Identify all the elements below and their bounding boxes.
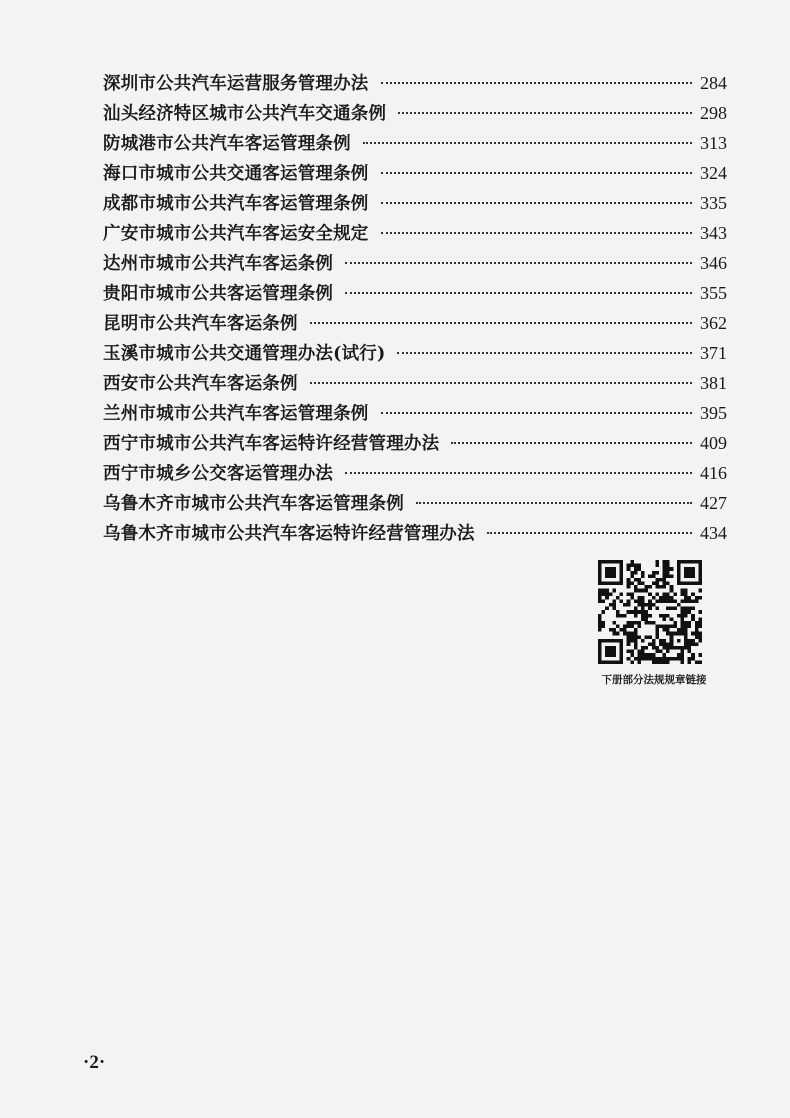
toc-entry-page: 409 [700, 433, 727, 453]
toc-entry-page: 313 [700, 133, 727, 153]
dot-leader [345, 472, 692, 474]
toc-entry[interactable] [103, 278, 727, 308]
toc-entry-title: 玉溪市城市公共交通管理办法(试行) [103, 344, 386, 364]
dot-leader [381, 232, 693, 234]
toc-entry-page: 343 [700, 223, 727, 243]
dot-leader [398, 112, 692, 114]
toc-entry-title: 乌鲁木齐市城市公共汽车客运特许经营管理办法 [103, 524, 475, 544]
toc-entry[interactable] [103, 308, 727, 338]
toc-entry-title: 贵阳市城市公共客运管理条例 [103, 284, 334, 304]
toc-entry-title: 兰州市城市公共汽车客运管理条例 [103, 404, 369, 424]
toc-entry-title: 西宁市城乡公交客运管理办法 [103, 464, 334, 484]
dot-leader [487, 532, 692, 534]
toc-entry-page: 298 [700, 103, 727, 123]
dot-leader [381, 82, 693, 84]
toc-entry-page: 395 [700, 403, 727, 423]
toc-entry-page: 427 [700, 493, 727, 513]
toc-entry[interactable] [103, 398, 727, 428]
qr-code-block [590, 560, 718, 687]
dot-leader [381, 172, 693, 174]
toc-entry-title: 乌鲁木齐市城市公共汽车客运管理条例 [103, 494, 404, 514]
dot-leader [363, 142, 692, 144]
toc-entry-title: 成都市城市公共汽车客运管理条例 [103, 194, 369, 214]
toc-entry[interactable] [103, 428, 727, 458]
toc-entry-page: 381 [700, 373, 727, 393]
dot-leader [416, 502, 692, 504]
toc-entry[interactable] [103, 518, 727, 548]
toc-entry[interactable] [103, 488, 727, 518]
toc-entry[interactable] [103, 128, 727, 158]
toc-entry-title: 深圳市公共汽车运营服务管理办法 [103, 74, 369, 94]
dot-leader [381, 202, 693, 204]
toc-entry-title: 海口市城市公共交通客运管理条例 [103, 164, 369, 184]
toc-entry-title: 达州市城市公共汽车客运条例 [103, 254, 334, 274]
dot-leader [310, 322, 692, 324]
dot-leader [345, 292, 692, 294]
toc-entry-title: 西安市公共汽车客运条例 [103, 374, 298, 394]
dot-leader [397, 352, 692, 354]
dot-leader [451, 442, 692, 444]
toc-entry-page: 346 [700, 253, 727, 273]
toc-entry[interactable] [103, 458, 727, 488]
qr-caption: 下册部分法规规章链接 [601, 674, 707, 686]
toc-entry[interactable] [103, 98, 727, 128]
toc-entry-page: 434 [700, 523, 727, 543]
toc-entry-title: 西宁市城市公共汽车客运特许经营管理办法 [103, 434, 440, 454]
toc-entry-page: 284 [700, 73, 727, 93]
toc-entry-page: 324 [700, 163, 727, 183]
toc-entry-page: 416 [700, 463, 727, 483]
toc-entry[interactable] [103, 368, 727, 398]
toc-entry-page: 362 [700, 313, 727, 333]
toc-entry-title: 昆明市公共汽车客运条例 [103, 314, 298, 334]
dot-leader [381, 412, 693, 414]
toc-entry[interactable] [103, 68, 727, 98]
qr-code-image[interactable] [598, 560, 702, 664]
dot-leader [345, 262, 692, 264]
toc-entry[interactable] [103, 158, 727, 188]
toc-entry-page: 355 [700, 283, 727, 303]
toc-entry-title: 防城港市公共汽车客运管理条例 [103, 134, 351, 154]
toc-entry-page: 335 [700, 193, 727, 213]
toc-entry[interactable] [103, 338, 727, 368]
toc-entry-title: 汕头经济特区城市公共汽车交通条例 [103, 104, 387, 124]
page-number: ·2· [83, 1052, 106, 1073]
toc-entry[interactable] [103, 188, 727, 218]
table-of-contents [103, 68, 727, 548]
toc-entry-page: 371 [700, 343, 727, 363]
toc-entry-title: 广安市城市公共汽车客运安全规定 [103, 224, 369, 244]
toc-entry[interactable] [103, 248, 727, 278]
toc-entry[interactable] [103, 218, 727, 248]
dot-leader [310, 382, 692, 384]
